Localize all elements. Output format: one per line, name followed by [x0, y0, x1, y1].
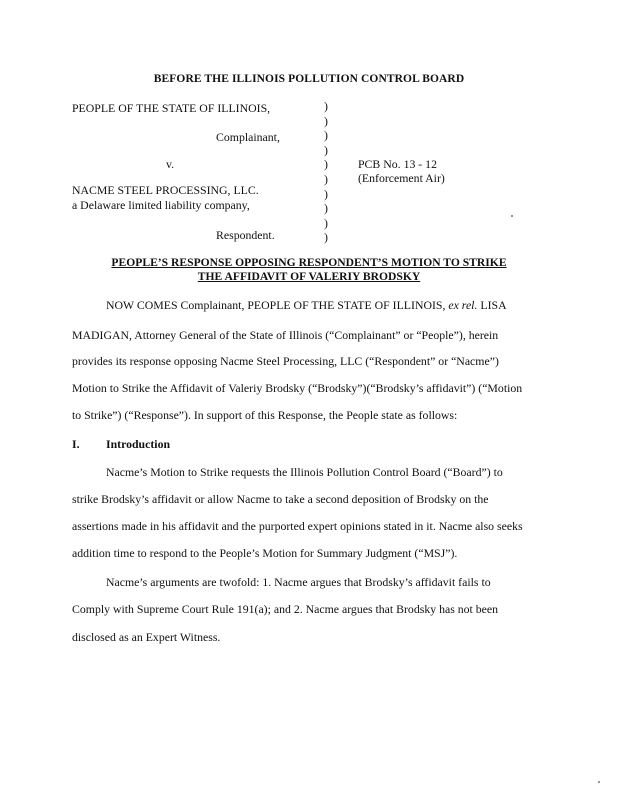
intro-line-1-text: NOW COMES Complainant, PEOPLE OF THE STATE OF ILLINOIS,: [106, 298, 449, 312]
para2-line-3: disclosed as an Expert Witness.: [72, 630, 221, 644]
plaintiff-role: Complainant,: [216, 130, 280, 144]
caption-parenthesis-column: ) ) ) ) ) ) ) ) ) ): [324, 99, 328, 245]
intro-line-4: Motion to Strike the Affidavit of Valeriy Brodsky (“Brodsky”)(“Brodsky’s affidavit”) (“Motion: [72, 381, 523, 395]
document-heading-line-1: PEOPLE’S RESPONSE OPPOSING RESPONDENT’S MOTION TO STRIKE: [111, 256, 507, 269]
intro-line-1: [106, 298, 507, 313]
document-heading-line-2: THE AFFIDAVIT OF VALERIY BRODSKY: [197, 270, 421, 283]
case-number: PCB No. 13 - 12: [358, 157, 437, 171]
para1-line-1: Nacme’s Motion to Strike requests the Illinois Pollution Control Board (“Board”) to: [106, 465, 503, 479]
plaintiff-name: PEOPLE OF THE STATE OF ILLINOIS,: [72, 101, 271, 115]
intro-line-1-end: LISA: [477, 298, 507, 312]
para1-line-4: addition time to respond to the People’s Motion for Summary Judgment (“MSJ”).: [72, 546, 458, 560]
ex-rel-italic: ex rel.: [448, 298, 478, 312]
section-number: I.: [72, 437, 80, 451]
defendant-role: Respondent.: [216, 228, 275, 242]
scan-speck: [598, 781, 600, 783]
intro-line-3: provides its response opposing Nacme Steel Processing, LLC (“Respondent” or “Nacme”): [72, 354, 499, 368]
para2-line-2: Comply with Supreme Court Rule 191(a); and 2. Nacme argues that Brodsky has not been: [72, 602, 499, 616]
intro-line-5: to Strike”) (“Response”). In support of this Response, the People state as follows:: [72, 408, 458, 422]
scan-speck: [511, 215, 513, 217]
para1-line-2: strike Brodsky’s affidavit or allow Nacme to take a second deposition of Brodsky on the: [72, 492, 489, 506]
board-title: BEFORE THE ILLINOIS POLLUTION CONTROL BOARD: [153, 73, 465, 85]
defendant-description: a Delaware limited liability company,: [72, 198, 250, 212]
case-type: (Enforcement Air): [358, 171, 445, 185]
defendant-name: NACME STEEL PROCESSING, LLC.: [72, 183, 259, 197]
versus-label: v.: [166, 157, 175, 171]
intro-line-2: MADIGAN, Attorney General of the State of Illinois (“Complainant” or “People”), herein: [72, 328, 499, 342]
section-title: Introduction: [106, 437, 171, 451]
para2-line-1: Nacme’s arguments are twofold: 1. Nacme argues that Brodsky’s affidavit fails to: [106, 575, 491, 589]
para1-line-3: assertions made in his affidavit and the purported expert opinions stated in it. Nacme also seeks: [72, 519, 523, 533]
